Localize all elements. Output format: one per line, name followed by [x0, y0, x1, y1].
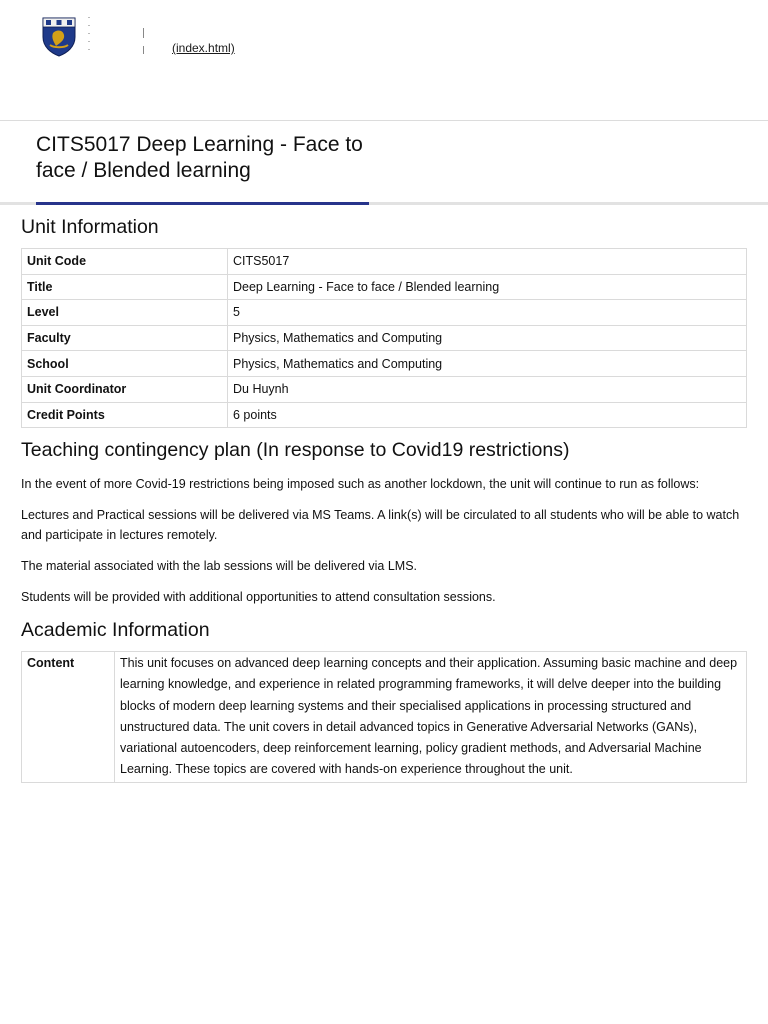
row-value: CITS5017 [228, 249, 747, 275]
row-label: School [22, 351, 228, 377]
academic-information-heading: Academic Information [21, 619, 210, 641]
unit-information-heading: Unit Information [21, 216, 159, 238]
row-label: Unit Code [22, 249, 228, 275]
row-label: Title [22, 274, 228, 300]
table-row [22, 325, 747, 351]
row-label: Faculty [22, 325, 228, 351]
row-label: Credit Points [22, 402, 228, 428]
title-band [0, 121, 768, 205]
row-label: Level [22, 300, 228, 326]
title-underline [36, 202, 369, 205]
academic-information-table [21, 651, 747, 783]
table-row [22, 376, 747, 402]
unit-information-table [21, 248, 747, 428]
row-value: Du Huynh [228, 376, 747, 402]
row-label: Unit Coordinator [22, 376, 228, 402]
contingency-paragraph: The material associated with the lab sessions will be delivered via LMS. [21, 559, 418, 573]
row-value: Physics, Mathematics and Computing [228, 351, 747, 377]
row-value: 6 points [228, 402, 747, 428]
header-separator [143, 46, 144, 54]
contingency-paragraph: Lectures and Practical sessions will be delivered via MS Teams. A link(s) will be circulated to all students who will be able to watch and participate in lectures remotely. [21, 508, 740, 542]
header-separator [143, 28, 144, 38]
row-value: 5 [228, 300, 747, 326]
header-divider [88, 17, 90, 51]
site-header [0, 0, 768, 121]
row-value: Physics, Mathematics and Computing [228, 325, 747, 351]
university-crest-logo[interactable] [40, 15, 78, 57]
row-label: Content [22, 652, 115, 783]
row-value: This unit focuses on advanced deep learning concepts and their application. Assuming basic machine and deep learning knowledge, and experience in related programming frameworks, it will delve deeper into the building blocks of modern deep learning systems and their specialised applications in processing structured and unstructured data. The unit covers in detail advanced topics in Generative Adversarial Networks (GANs), variational autoencoders, deep reinforcement learning, policy gradient methods, and Adversarial Machine Learning. These topics are covered with hands-on experience throughout the unit. [115, 652, 747, 783]
teaching-contingency-heading: Teaching contingency plan (In response to Covid19 restrictions) [21, 439, 570, 461]
table-row [22, 652, 747, 783]
contingency-paragraph: Students will be provided with additional opportunities to attend consultation sessions. [21, 590, 496, 604]
row-value: Deep Learning - Face to face / Blended learning [228, 274, 747, 300]
home-link[interactable]: (index.html) [172, 41, 235, 55]
table-row [22, 249, 747, 275]
table-row [22, 351, 747, 377]
table-row [22, 300, 747, 326]
table-row [22, 274, 747, 300]
page-title: CITS5017 Deep Learning - Face to face / Blended learning [36, 133, 363, 182]
table-row [22, 402, 747, 428]
contingency-paragraph: In the event of more Covid-19 restrictions being imposed such as another lockdown, the unit will continue to run as follows: [21, 477, 700, 491]
